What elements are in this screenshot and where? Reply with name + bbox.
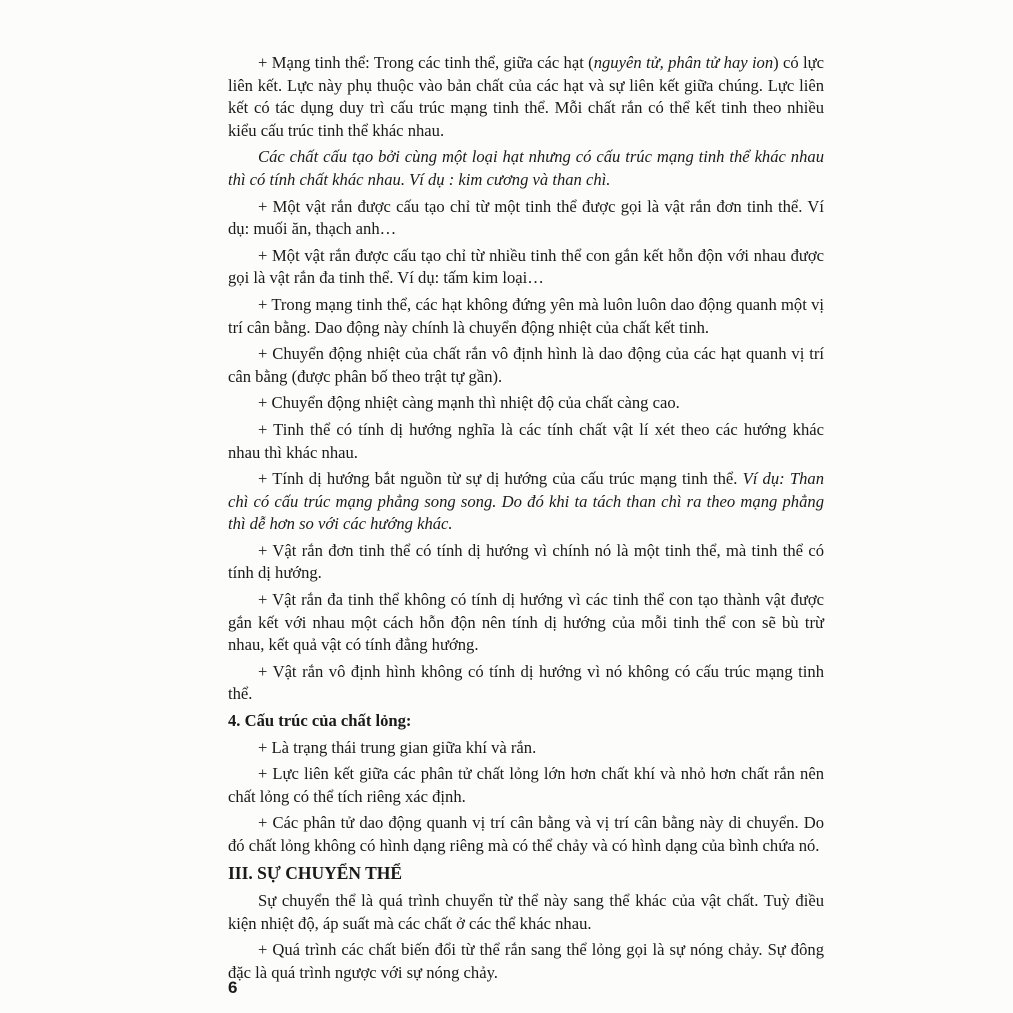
paragraph-diamond-graphite: Các chất cấu tạo bởi cùng một loại hạt nhưng có cấu trúc mạng tinh thể khác nhau thì có tính chất khác nhau. Ví dụ : kim cương và than chì.: [228, 147, 824, 189]
paragraph-phase-1: Sự chuyển thể là quá trình chuyển từ thể này sang thể khác của vật chất. Tuỳ điều kiện nhiệt độ, áp suất mà các chất ở các thể khác nhau.: [228, 891, 824, 933]
paragraph-crystal-lattice: + Mạng tinh thể: Trong các tinh thể, giữa các hạt (nguyên tử, phân tử hay ion) có lực liên kết. Lực này phụ thuộc vào bản chất của các hạt và sự liên kết giữa chúng. Lực liên kết có tác dụng duy trì cấu trúc mạng tinh thể. Mỗi chất rắn có thể kết tinh theo nhiều kiểu cấu trúc tinh thể khác nhau.: [228, 53, 824, 140]
paragraph-liquid-3: + Các phân tử dao động quanh vị trí cân bằng và vị trí cân bằng này di chuyển. Do đó chất lỏng không có hình dạng riêng mà có thể chảy và có hình dạng của bình chứa nó.: [228, 813, 824, 855]
paragraph-polycrystal-isotropy: + Vật rắn đa tinh thể không có tính dị hướng vì các tinh thể con tạo thành vật được gắn kết với nhau một cách hỗn độn nên tính dị hướng của mỗi tinh thể con sẽ bù trừ nhau, kết quả vật có tính đẳng hướng.: [228, 590, 824, 655]
paragraph-single-crystal: + Một vật rắn được cấu tạo chỉ từ một tinh thể được gọi là vật rắn đơn tinh thể. Ví dụ: muối ăn, thạch anh…: [228, 196, 824, 239]
heading-phase-transition: III. SỰ CHUYỂN THỂ: [228, 862, 403, 883]
paragraph-amorphous-isotropy: + Vật rắn vô định hình không có tính dị hướng vì nó không có cấu trúc mạng tinh thể.: [228, 661, 824, 704]
paragraph-liquid-1: + Là trạng thái trung gian giữa khí và rắn.: [258, 737, 537, 757]
paragraph-phase-2: + Quá trình các chất biến đổi từ thể rắn sang thể lỏng gọi là sự nóng chảy. Sự đông đặc là quá trình ngược với sự nóng chảy.: [228, 940, 824, 982]
body-text: [228, 52, 824, 989]
paragraph-liquid-2: + Lực liên kết giữa các phân tử chất lỏng lớn hơn chất khí và nhỏ hơn chất rắn nên chất lỏng có thể tích riêng xác định.: [228, 764, 824, 806]
heading-liquid-structure: 4. Cấu trúc của chất lỏng:: [228, 711, 412, 731]
paragraph-temperature: + Chuyển động nhiệt càng mạnh thì nhiệt độ của chất càng cao.: [258, 393, 680, 413]
paragraph-polycrystal: + Một vật rắn được cấu tạo chỉ từ nhiều tinh thể con gắn kết hỗn độn với nhau được gọi là vật rắn đa tinh thể. Ví dụ: tấm kim loại…: [228, 245, 824, 288]
paragraph-anisotropy-origin: + Tính dị hướng bắt nguồn từ sự dị hướng của cấu trúc mạng tinh thể. Ví dụ: Than chì có cấu trúc mạng phẳng song song. Do đó khi ta tách than chì ra theo mạng phẳng thì dễ hơn so với các hướng khác.: [228, 469, 824, 534]
paragraph-anisotropy: + Tinh thể có tính dị hướng nghĩa là các tính chất vật lí xét theo các hướng khác nhau thì khác nhau.: [228, 419, 824, 462]
page-number: 6: [228, 978, 238, 997]
paragraph-thermal-vibration: + Trong mạng tinh thể, các hạt không đứng yên mà luôn luôn dao động quanh một vị trí cân bằng. Dao động này chính là chuyển động nhiệt của chất kết tinh.: [228, 294, 824, 337]
paragraph-amorphous-motion: + Chuyển động nhiệt của chất rắn vô định hình là dao động của các hạt quanh vị trí cân bằng (được phân bố theo trật tự gần).: [228, 344, 824, 386]
paragraph-single-crystal-anisotropy: + Vật rắn đơn tinh thể có tính dị hướng vì chính nó là một tinh thể, mà tinh thể có tính dị hướng.: [228, 540, 824, 583]
